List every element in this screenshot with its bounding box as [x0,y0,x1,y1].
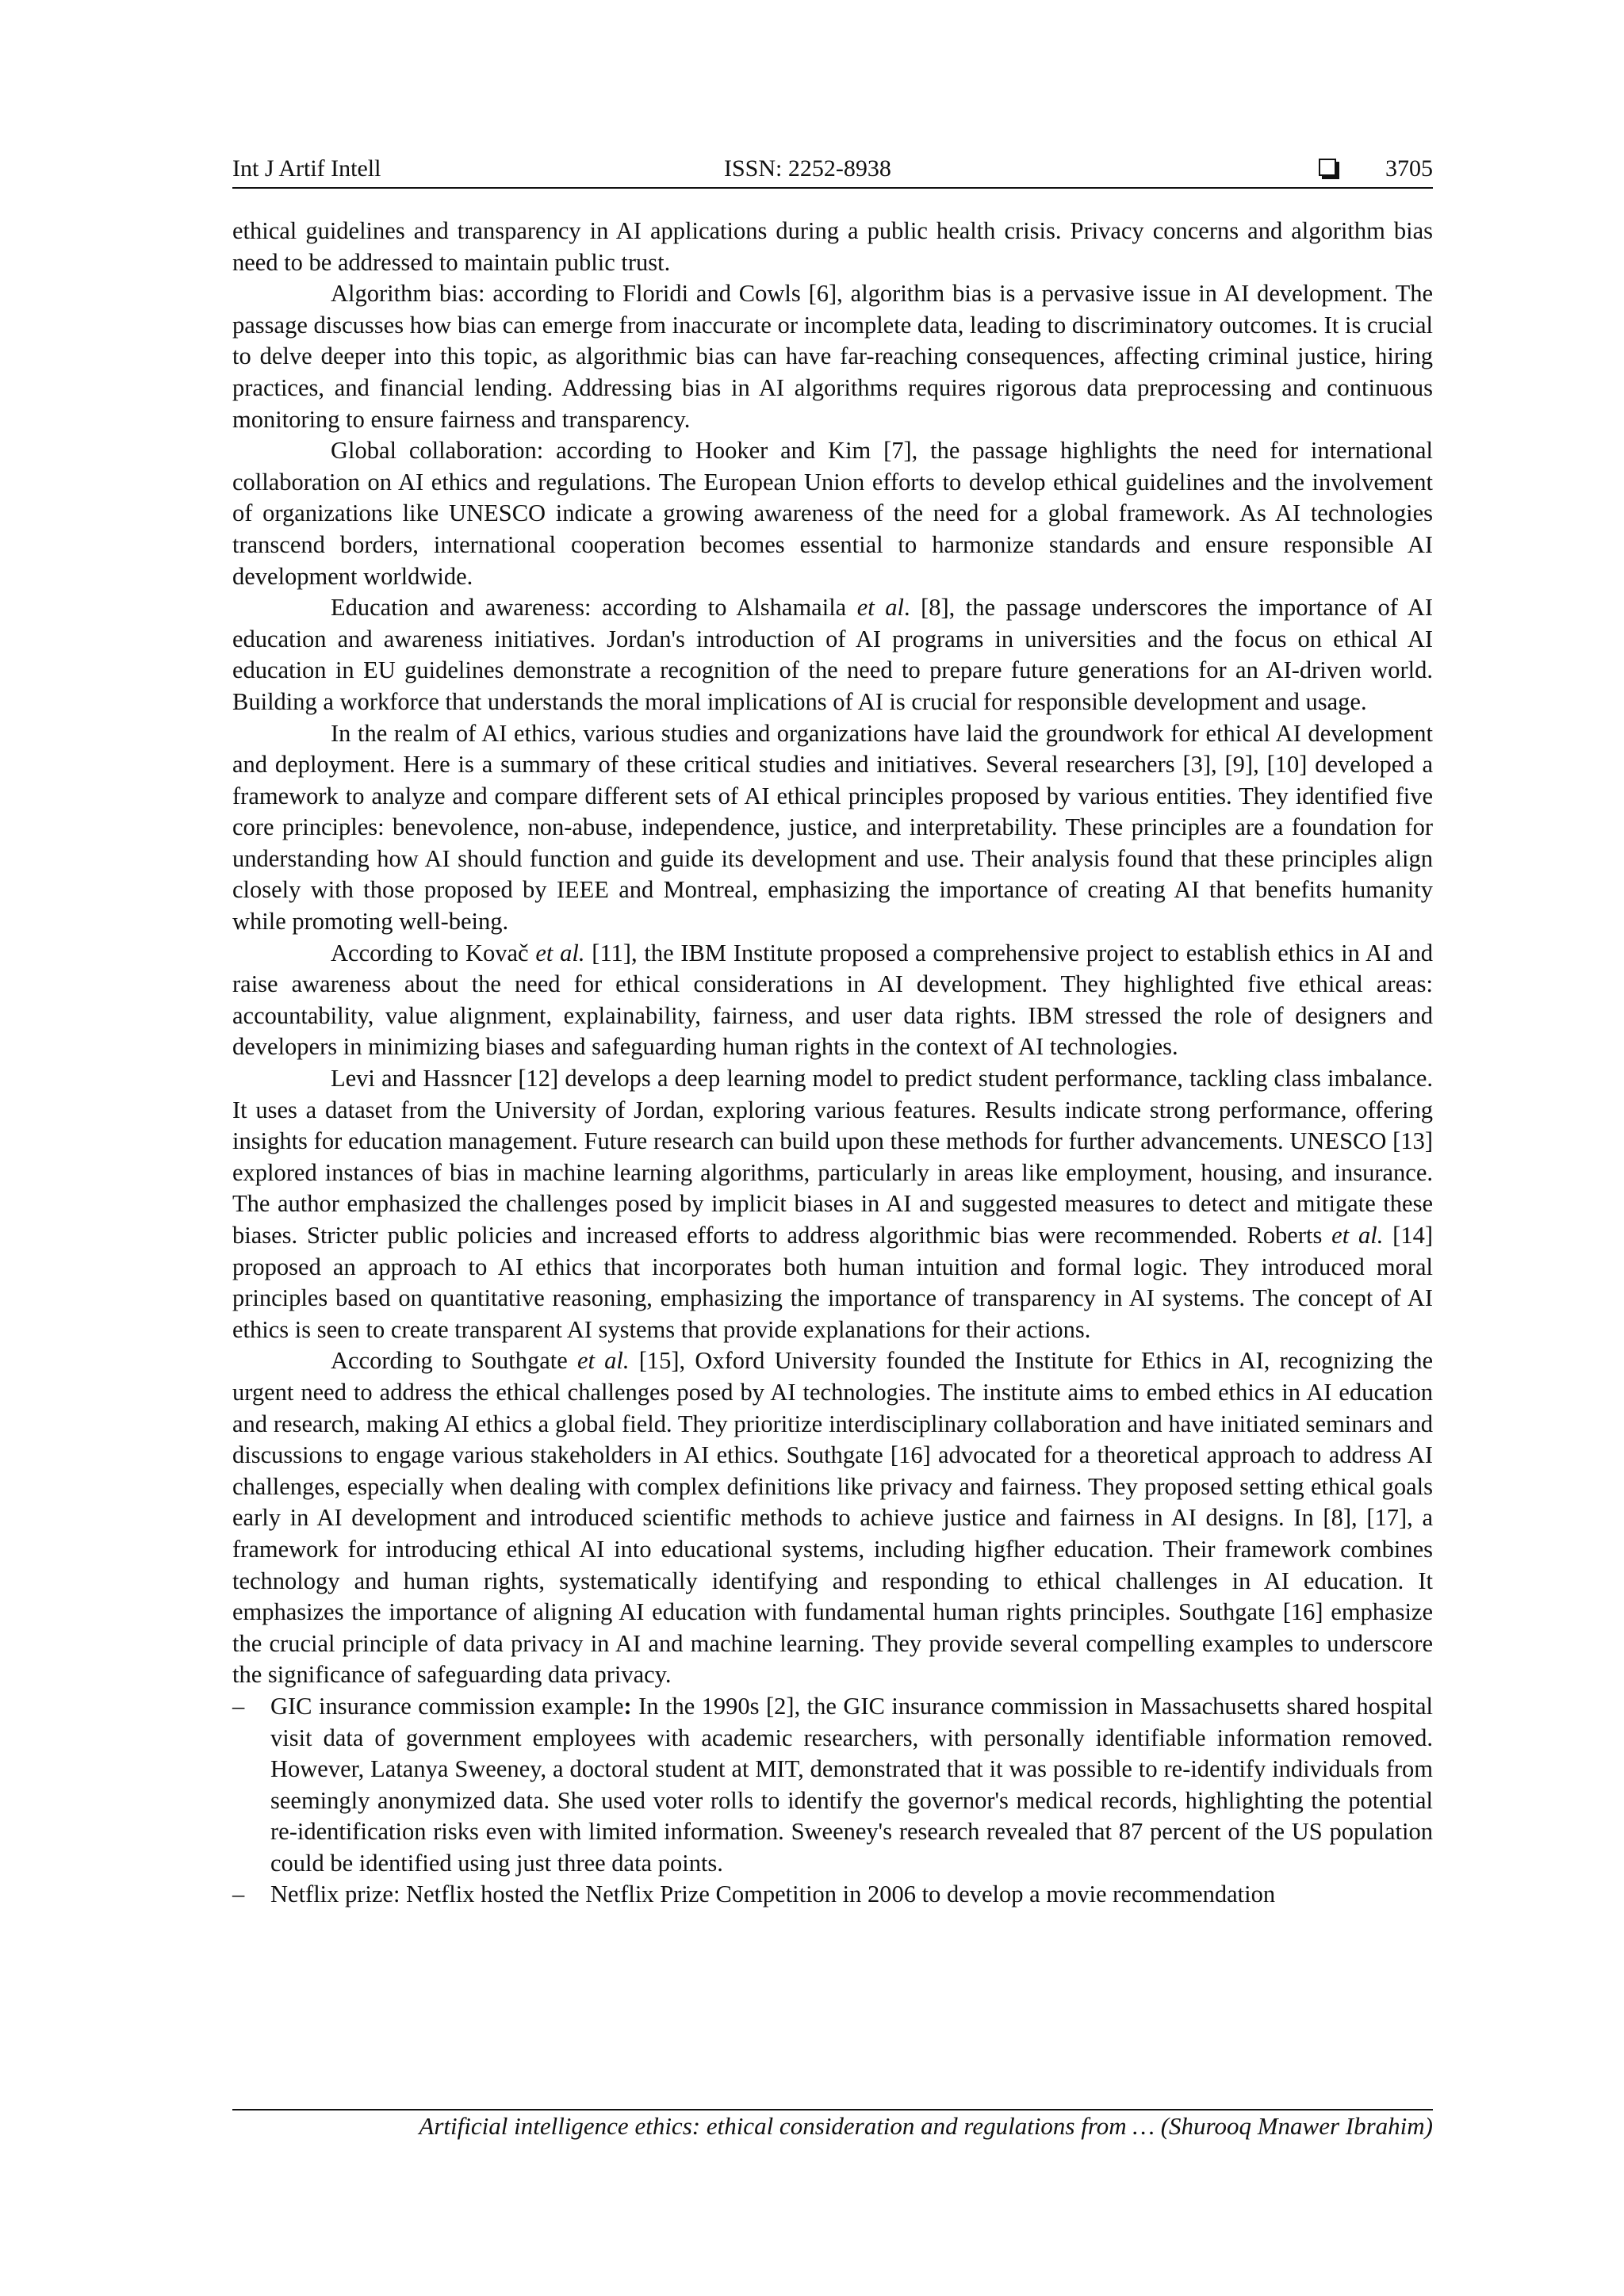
text-run: Education and awareness: according to Alshamaila [331,594,857,622]
body-text [232,216,1433,1911]
text-run: Global collaboration: according to Hooker and Kim [7], the passage highlights the need for international collaboration on AI ethics and regulations. The European Union efforts to develop ethical guidelines and the involvement of organizations like UNESCO indicate a growing awareness of the need for a global framework. As AI technologies transcend borders, international cooperation becomes essential to harmonize standards and ensure responsible AI development worldwide. [232,437,1433,590]
italic-text: et al. [1331,1222,1384,1249]
paragraph [232,435,1433,592]
text-run: Algorithm bias: according to Floridi and Cowls [6], algorithm bias is a pervasive issue in AI development. The passage discusses how bias can emerge from inaccurate or incomplete data, leading to discriminatory outcomes. It is crucial to delve deeper into this topic, as algorithmic bias can have far-reaching consequences, affecting criminal justice, hiring practices, and financial lending. Addressing bias in AI algorithms requires rigorous data preprocessing and continuous monitoring to ensure fairness and transparency. [232,280,1433,433]
text-run: Levi and Hassncer [12] develops a deep learning model to predict student performance, tackling class imbalance. It uses a dataset from the University of Jordan, exploring various features. Results indicate strong performance, offering insights for education management. Future research can build upon these methods for further advancements. UNESCO [13] explored instances of bias in machine learning algorithms, particularly in areas like employment, housing, and insurance. The author emphasized the challenges posed by implicit biases in AI and suggested measures to detect and mitigate these biases. Stricter public policies and increased efforts to address algorithmic bias were recommended. Roberts [232,1065,1433,1249]
italic-text: et al. [576,1347,630,1375]
text-run: [11], the IBM Institute proposed a comprehensive project to establish ethics in AI and raise awareness about the need for ethical considerations in AI development. They highlighted five ethical areas: accountability, value alignment, explainability, fairness, and user data rights. IBM stressed the role of designers and developers in minimizing biases and safeguarding human rights in the context of AI technologies. [232,939,1433,1061]
header-rule [232,187,1433,189]
paragraph [232,1063,1433,1345]
text-run: . [8], the passage underscores the importance of AI education and awareness initiatives. Jordan's introduction of AI programs in universities and the focus on ethical AI education in EU guidelines demonstrate a recognition of the need to prepare future generations for an AI-driven world. Building a workforce that understands the moral implications of AI is crucial for responsible development and usage. [232,594,1433,715]
text-run: According to Southgate [331,1347,577,1375]
footer-rule [232,2109,1433,2110]
paragraph [232,592,1433,718]
issn: ISSN: 2252-8938 [724,155,891,182]
paragraph [232,278,1433,435]
bullet-item [232,1691,1433,1880]
text-run: Netflix prize: Netflix hosted the Netflix Prize Competition in 2006 to develop a movie recommendation [270,1881,1276,1908]
italic-text: et al [856,594,904,622]
paragraph [232,216,1433,278]
text-run: [15], Oxford University founded the Institute for Ethics in AI, recognizing the urgent need to address the ethical challenges posed by AI technologies. The institute aims to embed ethics in AI education and research, making AI ethics a global field. They prioritize interdisciplinary collaboration and have initiated seminars and discussions to engage various stakeholders in AI ethics. Southgate [16] advocated for a theoretical approach to address AI challenges, especially when dealing with complex definitions like privacy and fairness. They proposed setting ethical goals early in AI development and introduced scientific methods to achieve justice and fairness in AI designs. In [8], [17], a framework for introducing ethical AI into educational systems, including higfher education. Their framework combines technology and human rights, systematically identifying and responding to ethical challenges in AI education. It emphasizes the importance of aligning AI education with fundamental human rights principles. Southgate [16] emphasize the crucial principle of data privacy in AI and machine learning. They provide several compelling examples to underscore the significance of safeguarding data privacy. [232,1347,1433,1689]
paragraph [232,1345,1433,1691]
text-run: In the realm of AI ethics, various studies and organizations have laid the groundwork for ethical AI development and deployment. Here is a summary of these critical studies and initiatives. Several researchers [3], [9], [10] developed a framework to analyze and compare different sets of AI ethical principles proposed by various entities. They identified five core principles: benevolence, non-abuse, independence, justice, and interpretability. These principles are a foundation for understanding how AI should function and guide its development and use. Their analysis found that these principles align closely with those proposed by IEEE and Montreal, emphasizing the importance of creating AI that benefits humanity while promoting well-being. [232,719,1433,936]
page-header [232,155,1433,187]
bullet-list [232,1691,1433,1911]
text-run: In the 1990s [2], the GIC insurance commission in Massachusetts shared hospital visit data of government employees with academic researchers, with personally identifiable information removed. However, Latanya Sweeney, a doctoral student at MIT, demonstrated that it was possible to re-identify individuals from seemingly anonymized data. She used voter rolls to identify the governor's medical records, highlighting the potential re-identification risks even with limited information. Sweeney's research revealed that 87 percent of the US population could be identified using just three data points. [270,1692,1433,1877]
text-run: GIC insurance commission example [270,1692,624,1720]
paragraph [232,718,1433,938]
text-run: According to Kovač [331,939,536,966]
page-number: 3705 [1385,155,1433,182]
bold-text: : [623,1692,632,1720]
text-run: ethical guidelines and transparency in AI applications during a public health crisis. Privacy concerns and algorithm bias need to be addressed to maintain public trust. [232,217,1433,276]
journal-name: Int J Artif Intell [232,155,381,182]
bullet-item [232,1879,1433,1911]
dash-icon: – [232,1692,245,1720]
italic-text: et al. [535,939,585,966]
text-run: [14] proposed an approach to AI ethics that incorporates both human intuition and formal logic. They introduced moral principles based on quantitative reasoning, emphasizing the importance of transparency in AI systems. The concept of AI ethics is seen to create transparent AI systems that provide explanations for their actions. [232,1222,1433,1343]
box-icon [1319,159,1336,176]
dash-icon: – [232,1881,245,1908]
paragraphs [232,216,1433,1691]
paragraph [232,938,1433,1063]
running-title: Artificial intelligence ethics: ethical consideration and regulations from … (Shurooq Mnawer Ibrahim) [419,2112,1433,2140]
